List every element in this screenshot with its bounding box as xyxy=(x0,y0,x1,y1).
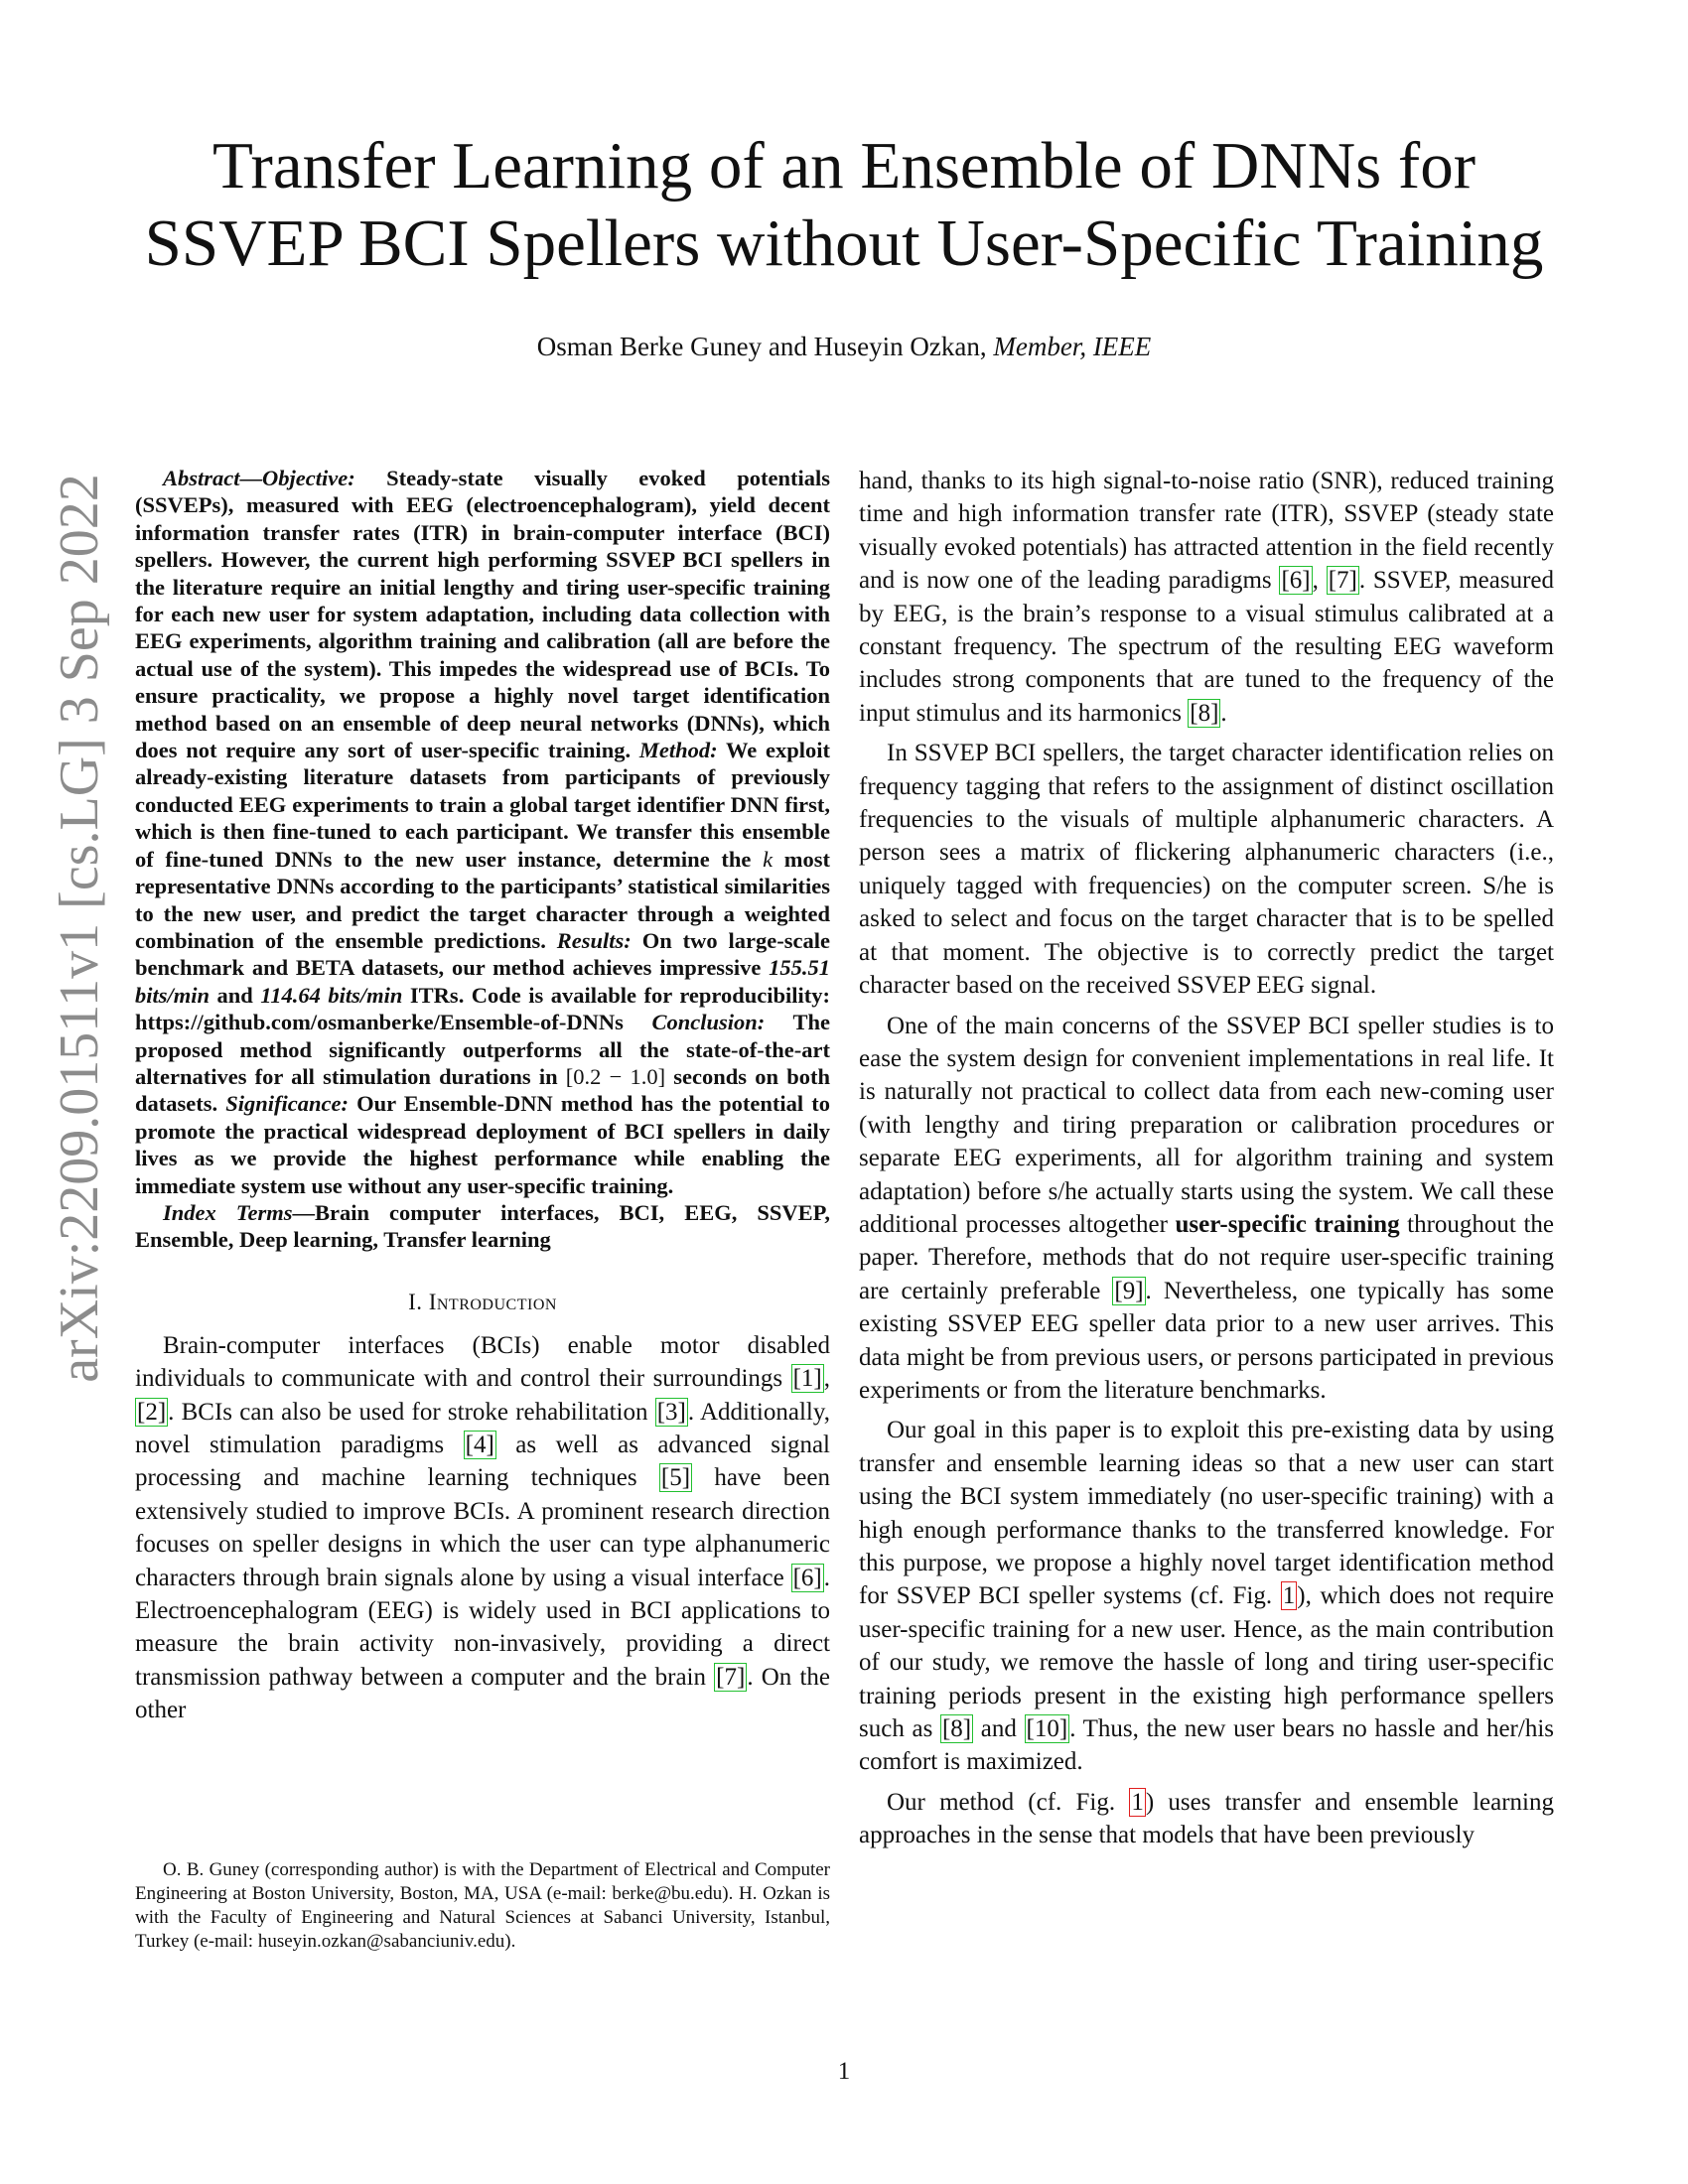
body-text: One of the main concerns of the SSVEP BCI speller studies is to ease the system design for convenient implementations in real life. It is naturally not practical to collect data from each new-coming user (with lengthy and tiring preparation or calibration procedures or separate EEG experiments, all for algorithm training and system adaptation) before s/he actually starts using the system. We call these additional processes altogether xyxy=(859,1012,1554,1238)
intro-text: . BCIs can also be used for stroke rehabilitation xyxy=(168,1398,655,1426)
body-text: Our method (cf. Fig. xyxy=(887,1788,1130,1816)
results-label: Results: xyxy=(556,927,632,953)
right-paragraph-3 xyxy=(859,1010,1554,1408)
citation-link[interactable]: [10] xyxy=(1026,1715,1068,1743)
right-paragraph-5 xyxy=(859,1786,1554,1852)
title-line-1: Transfer Learning of an Ensemble of DNNs for xyxy=(211,129,1477,203)
abstract-label: Abstract xyxy=(163,466,240,490)
body-text: . Nevertheless, one typically has some existing SSVEP EEG speller data prior to a new user arrives. This data might be from previous users, or persons participated in previous experiments or from the literature benchmarks. xyxy=(859,1277,1554,1404)
intro-text: , xyxy=(823,1365,830,1393)
right-column xyxy=(859,465,1554,1852)
title-line-2: SSVEP BCI Spellers without User-Specific Training xyxy=(144,206,1544,280)
citation-link[interactable]: [6] xyxy=(792,1564,822,1591)
conclusion-label: Conclusion: xyxy=(651,1010,766,1035)
citation-link[interactable]: [7] xyxy=(1328,567,1357,595)
objective-label: Objective: xyxy=(262,466,355,490)
index-terms-text: —Brain computer interfaces, BCI, EEG, SSVEP, Ensemble, Deep learning, Transfer learning xyxy=(135,1199,830,1253)
intro-paragraph-1 xyxy=(135,1329,830,1727)
page-number: 1 xyxy=(837,2058,851,2085)
body-text: Our goal in this paper is to exploit this pre-existing data by using transfer and ensemble learning ideas so that a new user can start using the BCI system immediately (no user-specific training) with a high enough performance thanks to the transferred knowledge. For this purpose, we propose a highly novel target identification method for SSVEP BCI speller systems (cf. Fig. xyxy=(859,1417,1554,1610)
method-text-2: most representative DNNs according to the participants’ statistical similarities to the new user, and predict the target character through a weighted combination of the ensemble predictions. xyxy=(135,846,830,953)
index-terms xyxy=(135,1199,830,1254)
author-membership: Member, IEEE xyxy=(993,332,1152,361)
method-k: k xyxy=(763,846,774,872)
emphasis-user-specific-training: user-specific training xyxy=(1175,1210,1400,1238)
arxiv-watermark xyxy=(40,318,119,1539)
arxiv-id: arXiv:2209.01511v1 [cs.LG] 3 Sep 2022 xyxy=(49,474,110,1383)
body-text: . xyxy=(1220,699,1227,727)
body-text: and xyxy=(973,1715,1025,1743)
method-label: Method: xyxy=(638,738,718,763)
intro-text: . Electroencephalogram (EEG) is widely used in BCI applications to measure the brain activity non-invasively, providing a direct transmission pathway between a computer and the brain xyxy=(135,1564,830,1691)
citation-link[interactable]: [2] xyxy=(137,1398,167,1426)
results-and: and xyxy=(210,982,261,1008)
paper-title xyxy=(129,127,1559,282)
abstract-dash: — xyxy=(239,466,263,490)
intro-text: . Additionally, novel stimulation paradigms xyxy=(135,1398,830,1458)
body-text: throughout the paper. Therefore, methods that do not require user-specific training are certainly preferable xyxy=(859,1210,1555,1304)
itr-value-1: 155.51 bits/min xyxy=(135,955,830,1008)
results-text-1: On two large-scale benchmark and BETA datasets, our method achieves impressive xyxy=(135,927,830,981)
conclusion-text-1: The proposed method significantly outperforms all the state-of-the-art alternatives for all stimulation durations in xyxy=(135,1010,830,1089)
citation-link[interactable]: [8] xyxy=(1190,699,1219,727)
section-heading-introduction: I. Introduction xyxy=(408,1289,557,1314)
body-text: . SSVEP, measured by EEG, is the brain’s response to a visual stimulus calibrated at a constant frequency. The spectrum of the resulting EEG waveform includes strong components that are tuned to the frequency of the input stimulus and its harmonics xyxy=(859,567,1555,727)
citation-link[interactable]: [5] xyxy=(660,1464,691,1492)
authors xyxy=(129,330,1559,363)
conclusion-text-2: seconds on both datasets. xyxy=(135,1063,830,1117)
method-text-1: We exploit already-existing literature datasets from participants of previously conducted EEG experiments to train a global target identifier DNN first, which is then fine-tuned to each participant. We transfer this ensemble of fine-tuned DNNs to the new user instance, determine the xyxy=(135,738,830,872)
objective-text: Steady-state visually evoked potentials (SSVEPs), measured with EEG (electroencephalogram), yield decent information transfer rates (ITR) in brain-computer interface (BCI) spellers. However, the current high performing SSVEP BCI spellers in the literature require an initial lengthy and tiring user-specific training for each new user for system adaptation, including data collection with EEG experiments, algorithm training and calibration (all are before the actual use of the system). This impedes the widespread use of BCIs. To ensure practicality, we propose a highly novel target identification method based on an ensemble of deep neural networks (DNNs), which does not require any sort of user-specific training. xyxy=(135,466,830,763)
body-text: ), which does not require user-specific training for a new user. Hence, as the main contribution of our study, we remove the hassle of long and tiring user-specific training periods present in the existing high performance spellers such as xyxy=(859,1582,1554,1743)
intro-text: . On the other xyxy=(135,1663,830,1724)
citation-link[interactable]: [7] xyxy=(716,1663,746,1691)
citation-link[interactable]: [1] xyxy=(792,1365,822,1393)
body-text: hand, thanks to its high signal-to-noise ratio (SNR), reduced training time and high information transfer rate (ITR), SSVEP (steady state visually evoked potentials) has attracted attention in the field recently and is now one of the leading paradigms xyxy=(859,468,1554,595)
citation-link[interactable]: [6] xyxy=(1281,567,1311,595)
figure-link[interactable]: 1 xyxy=(1282,1582,1296,1610)
intro-text: have been extensively studied to improve BCIs. A prominent research direction focuses on speller designs in which the user can type alphanumeric characters through brain signals alone by using a visual interface xyxy=(135,1464,830,1591)
author-footnote: O. B. Guney (corresponding author) is with the Department of Electrical and Computer Engineering at Boston University, Boston, MA, USA (e-mail: berke@bu.edu). H. Ozkan is with the Faculty of Engineering and Natural Sciences at Sabanci University, Istanbul, Turkey (e-mail: huseyin.ozkan@sabanciuniv.edu). xyxy=(135,1859,830,1952)
body-text: , xyxy=(1312,567,1327,595)
significance-label: Significance: xyxy=(225,1091,349,1117)
body-text: ) uses transfer and ensemble learning approaches in the sense that models that have been previously xyxy=(859,1788,1554,1849)
results-text-2: ITRs. Code is available for reproducibility: https://github.com/osmanberke/Ensemble-of-DNNs xyxy=(135,982,830,1035)
citation-link[interactable]: [8] xyxy=(941,1715,972,1743)
citation-link[interactable]: [4] xyxy=(465,1432,494,1458)
citation-link[interactable]: [3] xyxy=(656,1398,686,1426)
significance-text: Our Ensemble-DNN method has the potential to promote the practical widespread deployment of BCI spellers in daily lives as we provide the highest performance while enabling the immediate system use without any user-specific training. xyxy=(135,1091,830,1198)
left-column xyxy=(135,465,830,1727)
right-paragraph-1 xyxy=(859,465,1554,730)
intro-text: Brain-computer interfaces (BCIs) enable motor disabled individuals to communicate with and control their surroundings xyxy=(135,1331,830,1393)
intro-text: as well as advanced signal processing and machine learning techniques xyxy=(135,1432,831,1492)
conclusion-range: [0.2 − 1.0] xyxy=(565,1063,666,1089)
citation-link[interactable]: [9] xyxy=(1114,1277,1144,1304)
figure-link[interactable]: 1 xyxy=(1131,1788,1144,1816)
abstract xyxy=(135,465,830,1199)
index-terms-label: Index Terms xyxy=(163,1199,293,1225)
author-names: Osman Berke Guney and Huseyin Ozkan, xyxy=(536,332,994,361)
right-paragraph-2: In SSVEP BCI spellers, the target character identification relies on frequency tagging that refers to the assignment of distinct oscillation frequencies to the visuals of multiple alphanumeric characters. A person sees a matrix of flickering alphanumeric characters (i.e., uniquely tagged with frequencies) on the computer screen. S/he is asked to select and focus on the target character that is to be spelled at that moment. The objective is to correctly predict the target character based on the received SSVEP EEG signal. xyxy=(859,740,1554,1000)
right-paragraph-4 xyxy=(859,1414,1554,1778)
itr-value-2: 114.64 bits/min xyxy=(260,982,403,1008)
body-text: . Thus, the new user bears no hassle and her/his comfort is maximized. xyxy=(859,1715,1554,1776)
